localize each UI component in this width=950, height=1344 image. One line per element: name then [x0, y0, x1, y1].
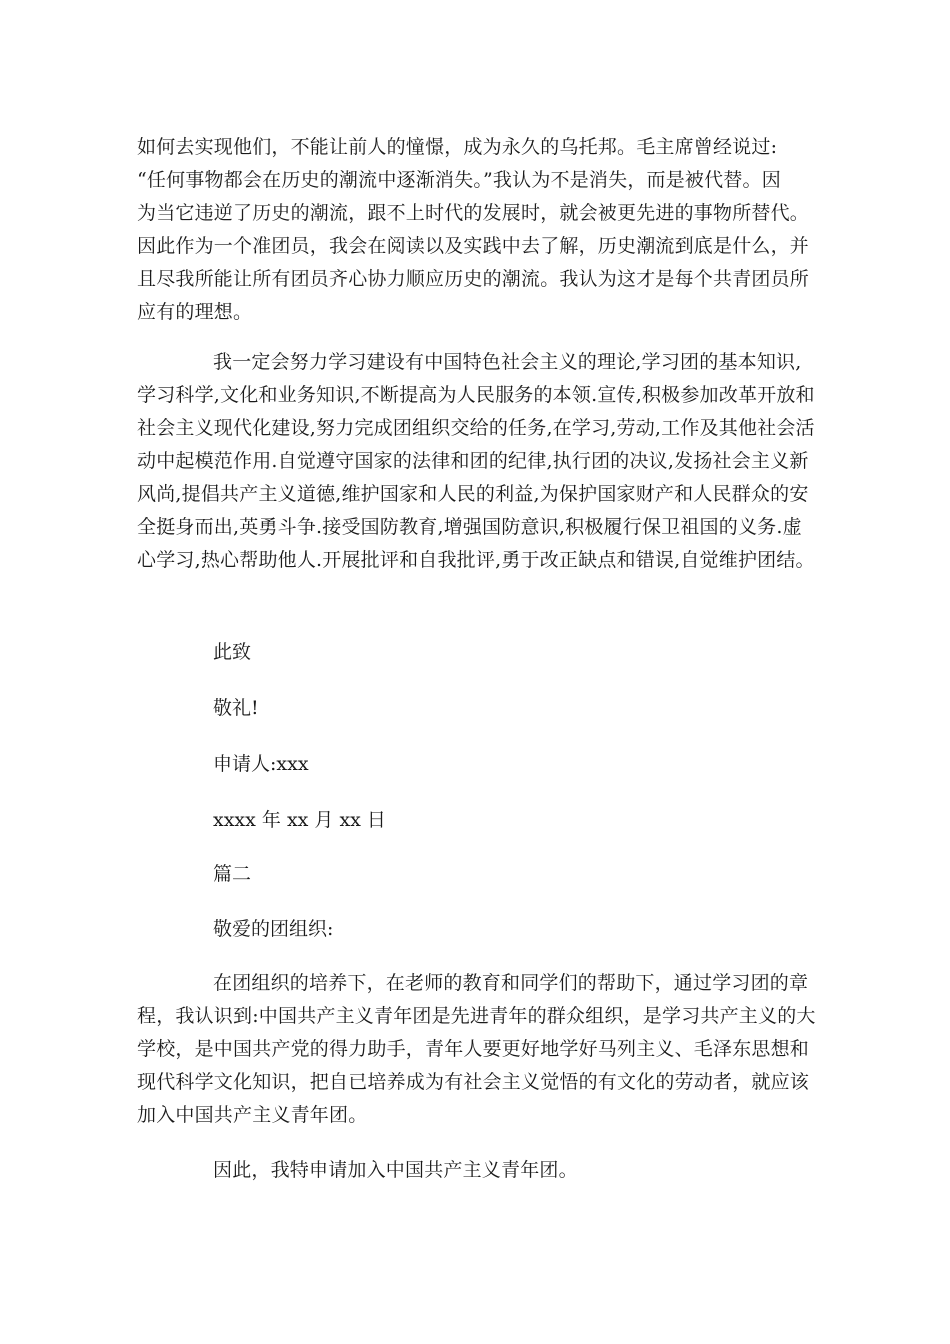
application-date: xxxx 年 xx 月 xx 日: [213, 809, 386, 831]
paragraph-ideal: [137, 131, 817, 329]
text-line: 因此作为一个准团员，我会在阅读以及实践中去了解，历史潮流到底是什么，并: [137, 235, 810, 257]
paragraph-commitment: 我一定会努力学习建设有中国特色社会主义的理论,学习团的基本知识,学习科学,文化和业务知识,不断提高为人民服务的本领.宣传,积极参加改革开放和社会主义现代化建设,努力完成团组织交给的任务,在学习,劳动,工作及其他社会活动中起模范作用.自觉遵守国家的法律和团的纪律,执行团的决议,发扬社会主义新风尚,提倡共产主义道德,维护国家和人民的利益,为保护国家财产和人民群众的安全挺身而出,英勇斗争.接受国防教育,增强国防意识,积极履行保卫祖国的义务.虚心学习,热心帮助他人.开展批评和自我批评,勇于改正缺点和错误,自觉维护团结。: [137, 351, 815, 571]
paragraph-application: 因此，我特申请加入中国共产主义青年团。: [213, 1159, 578, 1181]
paragraph-understanding: 在团组织的培养下，在老师的教育和同学们的帮助下，通过学习团的章程，我认识到:中国共产主义青年团是先进青年的群众组织，是学习共产主义的大学校，是中国共产党的得力助手，青年人要更好地学好马列主义、毛泽东思想和现代科学文化知识，把自已培养成为有社会主义觉悟的有文化的劳动者，就应该加入中国共产主义青年团。: [137, 972, 816, 1126]
applicant-name: 申请人:xxx: [213, 753, 309, 775]
section-heading: 篇二: [213, 863, 252, 885]
greeting-text: 敬爱的团组织:: [213, 918, 334, 940]
text-line: 为当它违逆了历史的潮流，跟不上时代的发展时，就会被更先进的事物所替代。: [137, 202, 810, 224]
text-line: “任何事物都会在历史的潮流中逐渐消失。”我认为不是消失，而是被代替。因: [137, 169, 781, 191]
salute-text: 敬礼!: [213, 697, 259, 719]
text-line: 且尽我所能让所有团员齐心协力顺应历史的潮流。我认为这才是每个共青团员所: [137, 268, 810, 290]
text-line: 如何去实现他们，不能让前人的憧憬，成为永久的乌托邦。毛主席曾经说过:: [137, 136, 778, 158]
closing-text: 此致: [213, 641, 252, 663]
text-line: 应有的理想。: [137, 301, 253, 323]
